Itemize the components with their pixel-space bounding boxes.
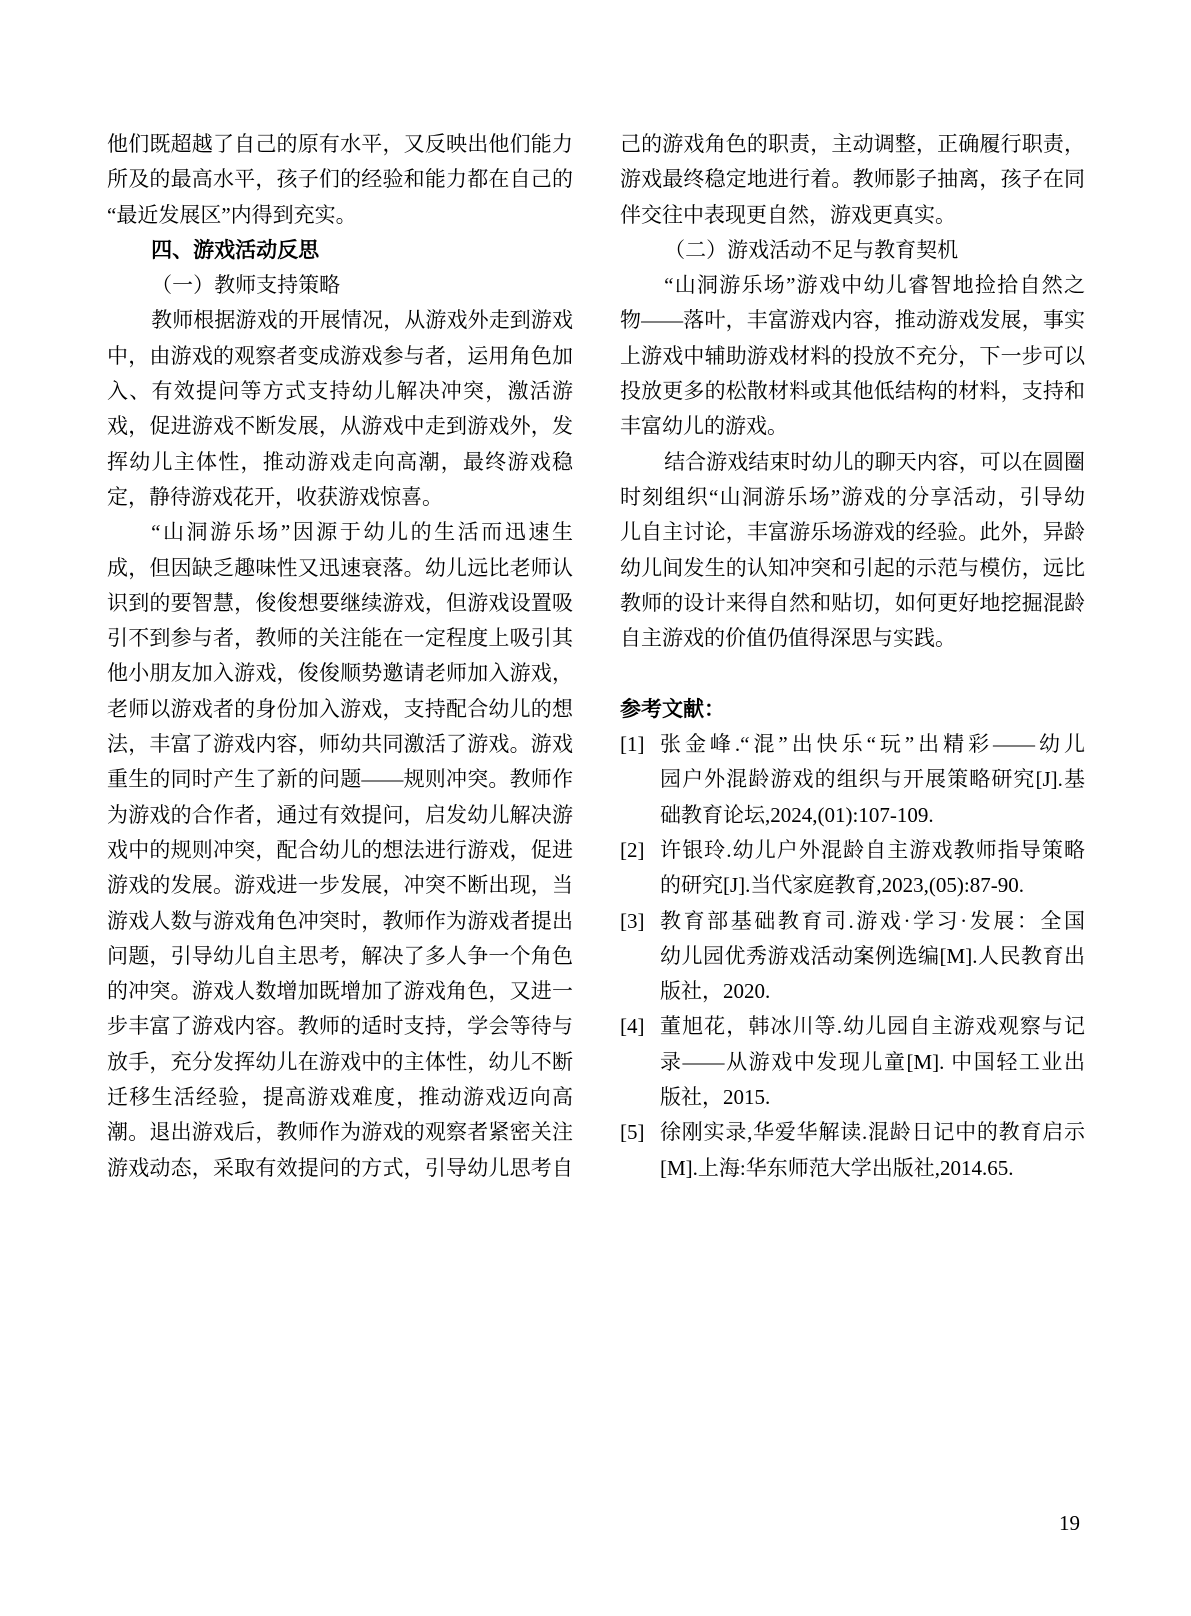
left-column [107,127,573,1186]
reference-line: 础教育论坛,2024,(01):107-109. [660,802,934,827]
reference-entry [620,904,1085,1010]
text-line: 结合游戏结束时幼儿的聊天内容，可以在圆圈 [664,449,1085,474]
text-line: 伴交往中表现更自然，游戏更真实。 [620,202,956,227]
reference-entry [620,1115,1085,1186]
text-line: 他小朋友加入游戏，俊俊顺势邀请老师加入游戏， [107,661,573,686]
reference-line: 版社，2015. [660,1085,771,1110]
section-heading: 四、游戏活动反思 [151,238,320,262]
text-line: 投放更多的松散材料或其他低结构的材料，支持和 [620,379,1085,404]
text-line: 自主游戏的价值仍值得深思与实践。 [620,626,956,651]
text-line: 儿自主讨论，丰富游乐场游戏的经验。此外，异龄 [620,520,1085,545]
text-line: 教师根据游戏的开展情况，从游戏外走到游戏 [151,308,573,333]
text-line: 物——落叶，丰富游戏内容，推动游戏发展，事实 [620,308,1085,333]
text-line: 教师的设计来得自然和贴切，如何更好地挖掘混龄 [620,590,1085,615]
reference-line: 版社，2020. [660,979,771,1004]
text-line: 游戏的发展。游戏进一步发展，冲突不断出现，当 [107,873,573,898]
subsection-heading: （一）教师支持策略 [151,273,341,298]
text-line: “山洞游乐场”因源于幼儿的生活而迅速生 [151,520,573,545]
text-line: 上游戏中辅助游戏材料的投放不充分，下一步可以 [620,343,1085,368]
reference-line: 徐刚实录,华爱华解读.混龄日记中的教育启示 [660,1120,1085,1145]
text-line: “最近发展区”内得到充实。 [107,202,357,227]
reference-line: 许银玲.幼儿户外混龄自主游戏教师指导策略 [660,837,1085,862]
text-line: 迁移生活经验，提高游戏难度，推动游戏迈向高 [107,1085,573,1110]
right-column [620,127,1085,1186]
text-line: 所及的最高水平，孩子们的经验和能力都在自己的 [107,167,573,192]
reference-line: 董旭花，韩冰川等.幼儿园自主游戏观察与记 [660,1014,1085,1039]
text-line: 的冲突。游戏人数增加既增加了游戏角色，又进一 [107,979,573,1004]
reference-marker: [3] [620,908,645,933]
text-line: 步丰富了游戏内容。教师的适时支持，学会等待与 [107,1014,573,1039]
reference-line: 张金峰.“混”出快乐“玩”出精彩——幼儿 [660,732,1085,757]
reference-entry [620,1009,1085,1115]
page-number: 19 [1059,1511,1080,1535]
text-line: “山洞游乐场”游戏中幼儿睿智地捡拾自然之 [664,273,1085,298]
reference-line: 幼儿园优秀游戏活动案例选编[M].人民教育出 [660,943,1085,968]
text-line: 法，丰富了游戏内容，师幼共同激活了游戏。游戏 [107,732,573,757]
reference-marker: [1] [620,732,645,757]
text-line: 定，静待游戏花开，收获游戏惊喜。 [107,484,443,509]
references-heading: 参考文献： [620,697,725,721]
text-line: 戏中的规则冲突，配合幼儿的想法进行游戏，促进 [107,837,573,862]
reference-line: 的研究[J].当代家庭教育,2023,(05):87-90. [660,873,1024,898]
text-line: 时刻组织“山洞游乐场”游戏的分享活动，引导幼 [620,484,1085,509]
reference-marker: [5] [620,1120,645,1145]
blank-line [620,656,1085,691]
subsection-heading: （二）游戏活动不足与教育契机 [664,237,959,262]
text-line: 引不到参与者，教师的关注能在一定程度上吸引其 [107,626,573,651]
reference-line: 录——从游戏中发现儿童[M]. 中国轻工业出 [660,1049,1085,1074]
text-line: 成，但因缺乏趣味性又迅速衰落。幼儿远比老师认 [107,555,573,580]
text-line: 为游戏的合作者，通过有效提问，启发幼儿解决游 [107,802,573,827]
text-line: 挥幼儿主体性，推动游戏走向高潮，最终游戏稳 [107,449,573,474]
text-line: 识到的要智慧，俊俊想要继续游戏，但游戏设置吸 [107,590,573,615]
text-line: 游戏人数与游戏角色冲突时，教师作为游戏者提出 [107,908,573,933]
text-line: 己的游戏角色的职责，主动调整，正确履行职责， [620,132,1085,156]
text-line: 放手，充分发挥幼儿在游戏中的主体性，幼儿不断 [107,1049,573,1074]
text-line: 入、有效提问等方式支持幼儿解决冲突，激活游 [107,379,573,404]
reference-entry [620,833,1085,904]
text-line: 游戏最终稳定地进行着。教师影子抽离，孩子在同 [620,167,1085,192]
text-line: 问题，引导幼儿自主思考，解决了多人争一个角色 [107,943,573,968]
reference-line: 教育部基础教育司.游戏·学习·发展：全国 [660,908,1085,933]
reference-marker: [2] [620,837,645,862]
reference-entry [620,727,1085,833]
text-line: 重生的同时产生了新的问题——规则冲突。教师作 [107,767,573,792]
reference-marker: [4] [620,1014,645,1039]
text-line: 丰富幼儿的游戏。 [620,414,788,439]
text-line: 他们既超越了自己的原有水平，又反映出他们能力 [107,132,573,156]
text-line: 幼儿间发生的认知冲突和引起的示范与模仿，远比 [620,555,1085,580]
text-line: 游戏动态，采取有效提问的方式，引导幼儿思考自 [107,1155,573,1180]
text-line: 中，由游戏的观察者变成游戏参与者，运用角色加 [107,343,573,368]
reference-line: 园户外混龄游戏的组织与开展策略研究[J].基 [660,767,1085,792]
text-line: 潮。退出游戏后，教师作为游戏的观察者紧密关注 [107,1120,573,1145]
text-line: 戏，促进游戏不断发展，从游戏中走到游戏外，发 [107,414,573,439]
reference-line: [M].上海:华东师范大学出版社,2014.65. [660,1155,1014,1180]
text-line: 老师以游戏者的身份加入游戏，支持配合幼儿的想 [107,696,573,721]
